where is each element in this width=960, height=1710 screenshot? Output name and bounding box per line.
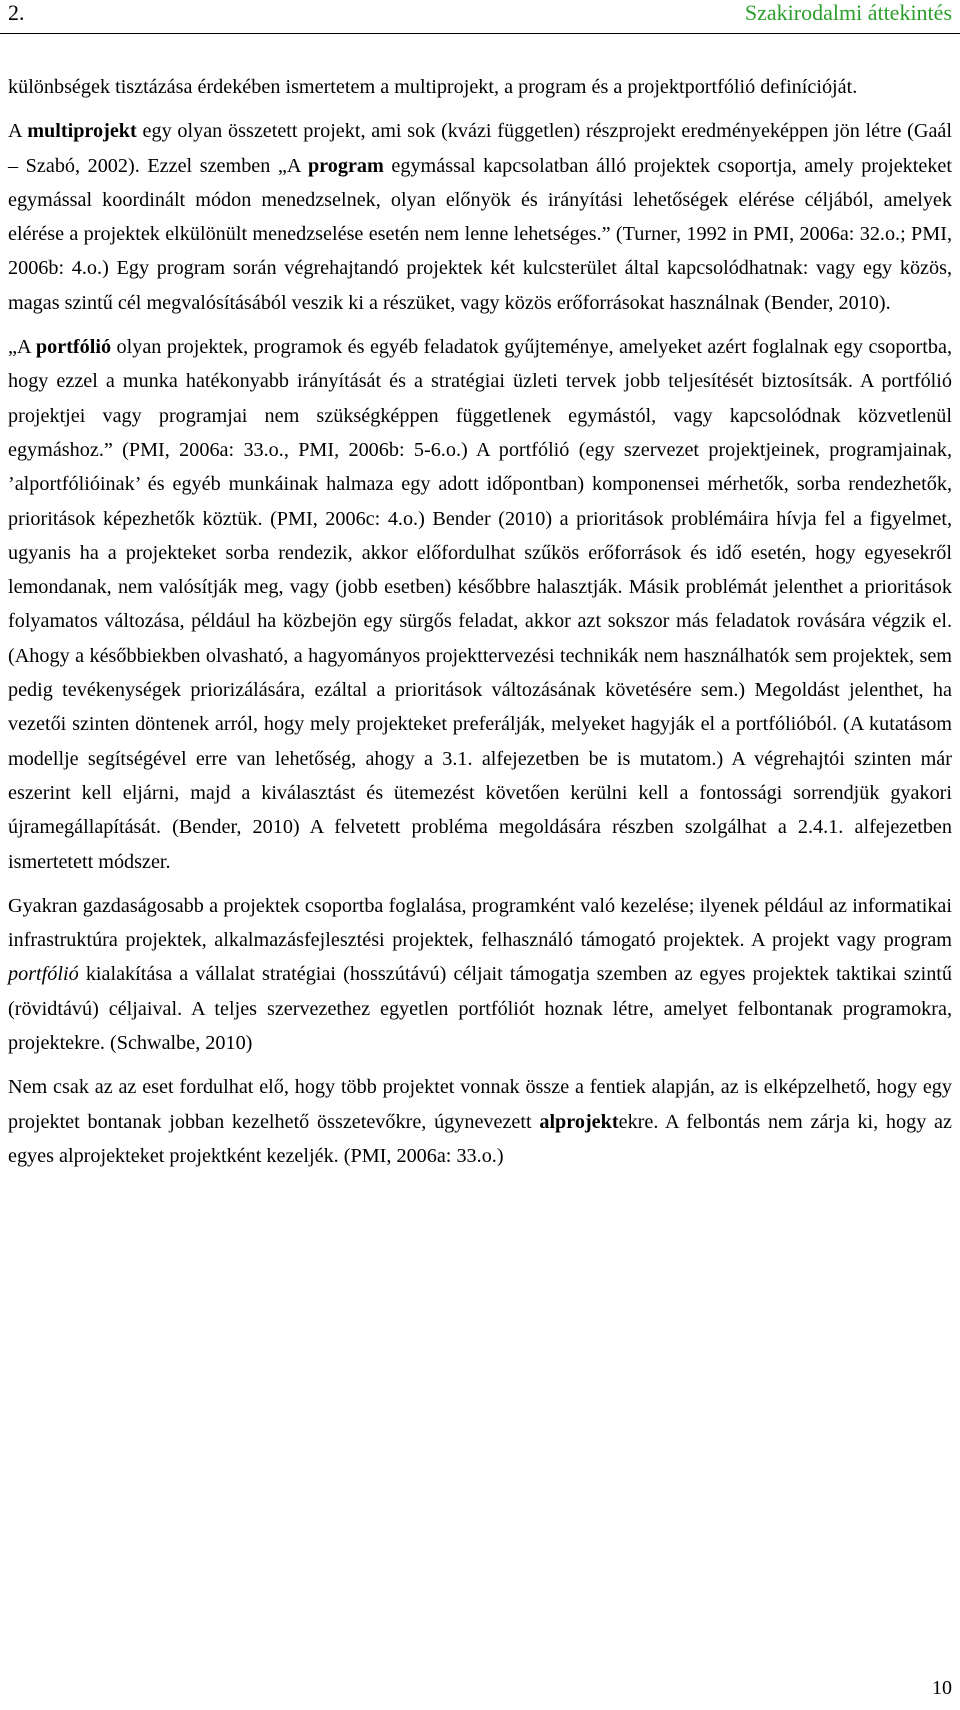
- section-title: Szakirodalmi áttekintés: [744, 0, 952, 25]
- paragraph-1: [8, 70, 952, 104]
- text-run: „A: [8, 336, 36, 359]
- text-run: olyan projektek, programok és egyéb feladatok gyűjteménye, amelyeket azért foglalnak egy csoportba, hogy ezzel a munka hatékonyabb irányítását és a stratégiai üzleti tervek jobb teljesítését biztosítsák. A portfólió projektjei vagy programjai nem szükségképpen függetlenek egymástól, vagy kapcsolódnak közvetlenül egymáshoz.” (PMI, 2006a: 33.o., PMI, 2006b: 5-6.o.) A portfólió (egy szervezet projektjeinek, programjainak, ’alportfólióinak’ és egyéb munkáinak halmaza egy adott időpontban) komponensei mérhetők, sorba rendezhetők, prioritások képezhetők köztük. (PMI, 2006c: 4.o.) Bender (2010) a prioritások problémáira hívja fel a figyelmet, ugyanis ha a projekteket sorba rendezik, akkor előfordulhat szűkös erőforrások és idő esetén, hogy egyesekről lemondanak, nem valósítják meg, vagy (jobb esetben) későbbre halasztják. Másik problémát jelenthet a prioritások folyamatos változása, például ha közbejön egy sürgős feladat, akkor azt sokszor más feladatok rovására végzik el. (Ahogy a későbbiekben olvasható, a hagyományos projekttervezési technikák nem használhatók sem projektek, sem pedig tevékenységek priorizálására, ezáltal a prioritások változásának követésére sem.) Megoldást jelenthet, ha vezetői szinten döntenek arról, hogy mely projekteket preferálják, melyeket hagyják el a portfólióból. (A kutatásom modellje segítségével erre van lehetőség, ahogy a 3.1. alfejezetben be is mutatom.) A végrehajtói szinten már eszerint kell eljárni, majd a kiválasztást és ütemezést követően kerülni kell a fontossági sorrendjük gyakori újramegállapítását. (Bender, 2010) A felvetett probléma megoldására részben szolgálhat a 2.4.1. alfejezetben ismertetett módszer.: [8, 336, 952, 873]
- term-multiprojekt: multiprojekt: [27, 120, 137, 143]
- paragraph-5: [8, 1070, 952, 1173]
- text-run: Nem csak az az eset fordulhat elő, hogy több projektet vonnak össze a fentiek alapján, az is elképzelhető, hogy egy projektet bontanak jobban kezelhető összetevőkre, úgynevezett: [8, 1076, 952, 1133]
- term-alprojekt: alprojekt: [539, 1110, 619, 1133]
- body-text: [8, 70, 952, 1173]
- text-run: kialakítása a vállalat stratégiai (hosszútávú) céljait támogatja szemben az egyes projektek taktikai szintű (rövidtávú) céljaival. A teljes szervezethez egyetlen portfóliót hoznak létre, amelyet felbontanak programokra, projektekre. (Schwalbe, 2010): [8, 963, 952, 1055]
- text-run: A: [8, 120, 28, 143]
- paragraph-3: [8, 330, 952, 879]
- term-portfolio-italic: portfólió: [8, 963, 79, 986]
- text-run: egy olyan összetett projekt, ami sok (kvázi független) részprojekt eredményeképpen jön létre (Gaál – Szabó, 2002). Ezzel szemben „A: [8, 120, 952, 177]
- text-run: egymással kapcsolatban álló projektek csoportja, amely projekteket egymással koordinált módon menedzselnek, olyan előnyök és irányítási lehetőségek elérése céljából, amelyek elérése a projektek elkülönült menedzselése esetén nem lenne lehetséges.” (Turner, 1992 in PMI, 2006a: 32.o.; PMI, 2006b: 4.o.) Egy program során végrehajtandó projektek két kulcsterület által kapcsolódhatnak: vagy egy közös, magas szintű cél megvalósításából veszik ki a részüket, vagy közös erőforrásokat használnak (Bender, 2010).: [8, 154, 952, 314]
- paragraph-4: [8, 889, 952, 1060]
- text-run: különbségek tisztázása érdekében ismertetem a multiprojekt, a program és a projektportfólió definícióját.: [8, 76, 858, 98]
- text-run: ekre. A felbontás nem zárja ki, hogy az egyes alprojekteket projektként kezeljék. (PMI, 2006a: 33.o.): [8, 1110, 952, 1167]
- term-program: program: [307, 154, 384, 177]
- page-header: [0, 0, 960, 34]
- text-run: Gyakran gazdaságosabb a projektek csoportba foglalása, programként való kezelése; ilyenek például az informatikai infrastruktúra projektek, alkalmazásfejlesztési projektek, felhasználó támogató projektek. A projekt vagy program: [8, 894, 952, 952]
- section-number: 2.: [8, 0, 25, 25]
- paragraph-2: [8, 114, 952, 320]
- term-portfolio: portfólió: [35, 336, 112, 359]
- page-number: 10: [932, 1677, 952, 1699]
